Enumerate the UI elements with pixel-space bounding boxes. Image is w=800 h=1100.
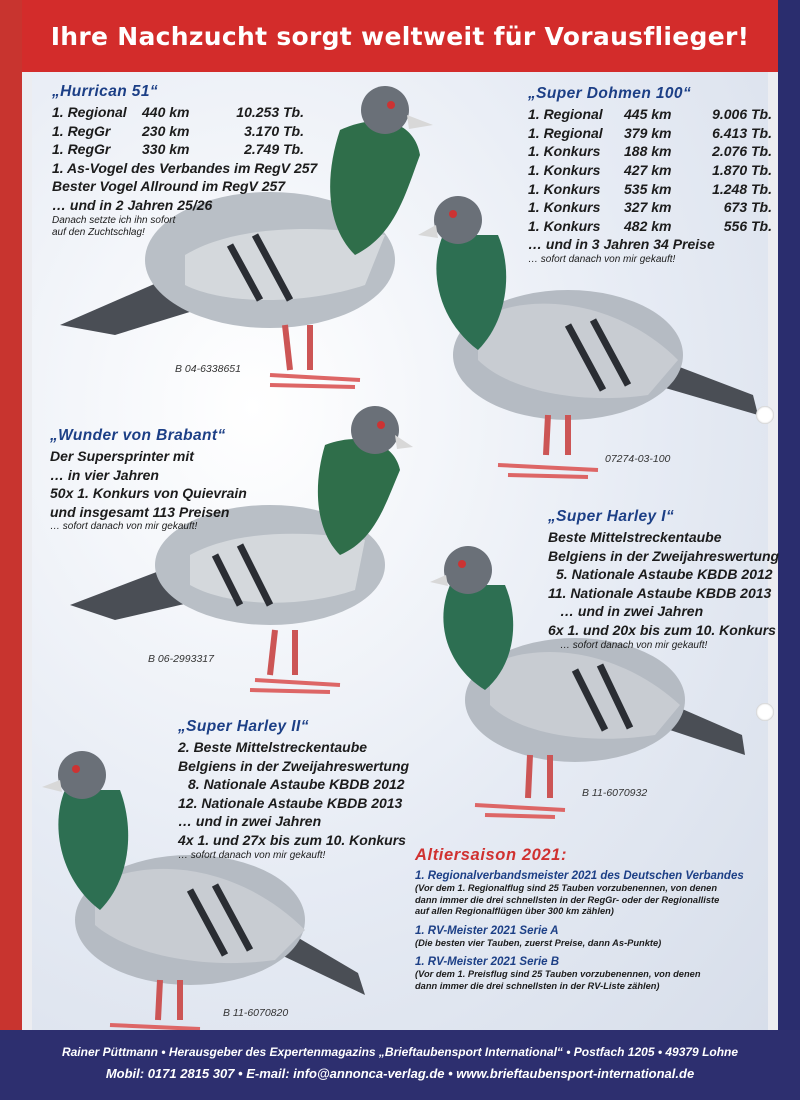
result-rank: 1. Konkurs <box>528 217 601 234</box>
pigeon-line: Beste Mittelstreckentaube <box>548 529 722 545</box>
pigeon-line: und insgesamt 113 Preisen <box>50 503 230 520</box>
pigeon-line: 8. Nationale Astaube KBDB 2012 <box>188 776 405 793</box>
pigeon-block-super-harley-ii <box>178 718 409 862</box>
result-birds: 6.413 Tb. <box>712 124 772 141</box>
season-title: Altiersaison 2021: <box>415 846 568 864</box>
result-rank: 1. Konkurs <box>528 162 601 179</box>
result-row <box>52 140 304 159</box>
pigeon-note: … sofort danach von mir gekauft! <box>560 639 708 651</box>
season-note-line: (Vor dem 1. Regionalflug sind 25 Tauben vorzubenennen, von denen <box>415 883 718 893</box>
result-row <box>52 122 304 141</box>
season-heading: 1. RV-Meister 2021 Serie A <box>415 924 559 937</box>
result-rank: 1. Konkurs <box>528 180 601 197</box>
pigeon-block-super-harley-i <box>548 508 779 652</box>
season-heading: 1. Regionalverbandsmeister 2021 des Deutschen Verbandes <box>415 870 744 882</box>
headline-banner <box>22 0 778 72</box>
result-distance: 379 km <box>624 124 672 141</box>
pigeon-line: 1. As-Vogel des Verbandes im RegV 257 <box>52 159 318 176</box>
pigeon-line: … und in zwei Jahren <box>178 813 322 830</box>
pigeon-note: … sofort danach von mir gekauft! <box>50 521 198 533</box>
pigeon-line: … und in 2 Jahren 25/26 <box>52 196 213 213</box>
result-birds: 2.076 Tb. <box>712 143 772 160</box>
pigeon-note: … sofort danach von mir gekauft! <box>178 849 326 861</box>
pigeon-line: Belgiens in der Zweijahreswertung <box>548 547 780 564</box>
result-row <box>528 198 772 217</box>
pigeon-note: … sofort danach von mir gekauft! <box>528 253 676 265</box>
result-birds: 3.170 Tb. <box>244 122 304 139</box>
season-note-line: auf allen Regionalflügen über 300 km zählen) <box>415 906 614 916</box>
binder-hole <box>756 406 774 424</box>
result-birds: 556 Tb. <box>723 217 772 234</box>
footer-contact-line: Mobil: 0171 2815 307 • E-mail: info@annonca-verlag.de • www.brieftaubensport-international.de <box>105 1066 695 1081</box>
pigeon-line: Der Supersprinter mit <box>50 448 194 464</box>
result-distance: 445 km <box>624 106 672 123</box>
result-distance: 188 km <box>624 143 672 160</box>
footer <box>0 1030 800 1100</box>
result-row <box>528 105 772 124</box>
result-rank: 1. Konkurs <box>528 199 601 216</box>
pigeon-line: 5. Nationale Astaube KBDB 2012 <box>556 566 773 583</box>
pigeon-name: „Wunder von Brabant“ <box>50 427 226 444</box>
result-rank: 1. Regional <box>528 106 603 123</box>
results-table <box>52 103 304 159</box>
result-birds: 673 Tb. <box>723 199 772 216</box>
result-distance: 482 km <box>624 217 672 234</box>
result-rank: 1. Konkurs <box>528 143 601 160</box>
result-distance: 535 km <box>624 180 672 197</box>
pigeon-line: 2. Beste Mittelstreckentaube <box>178 739 368 755</box>
result-rank: 1. RegGr <box>52 141 111 158</box>
season-note-line: dann immer die drei schnellsten in der RV-Liste zählen) <box>415 980 660 991</box>
footer-publisher-line: Rainer Püttmann • Herausgeber des Expertenmagazins „Brieftaubensport International“ • Postfach 1205 • 49379 Lohne <box>61 1045 739 1059</box>
pigeon-line: … in vier Jahren <box>50 466 159 483</box>
pigeon-line: Belgiens in der Zweijahreswertung <box>178 757 410 774</box>
pigeon-name: „Super Harley II“ <box>178 718 309 735</box>
ring-number: B 11-6070932 <box>582 787 648 799</box>
pigeon-line: 4x 1. und 27x bis zum 10. Konkurs <box>178 831 406 848</box>
result-birds: 2.749 Tb. <box>244 141 304 158</box>
result-birds: 1.248 Tb. <box>712 180 772 197</box>
result-row <box>52 103 304 122</box>
pigeon-line: … und in 3 Jahren 34 Preise <box>528 236 715 253</box>
pigeon-line: … und in zwei Jahren <box>560 603 704 620</box>
result-birds: 10.253 Tb. <box>236 104 304 121</box>
ring-number: B 11-6070820 <box>223 1007 289 1019</box>
result-rank: 1. Regional <box>52 104 127 121</box>
pigeon-line: 11. Nationale Astaube KBDB 2013 <box>548 584 772 601</box>
result-rank: 1. RegGr <box>52 122 111 139</box>
season-note-line: (Die besten vier Tauben, zuerst Preise, dann As-Punkte) <box>415 937 662 948</box>
result-birds: 9.006 Tb. <box>712 106 772 123</box>
result-row <box>528 179 772 198</box>
season-notes <box>415 883 775 918</box>
season-notes <box>415 969 775 992</box>
result-row <box>528 217 772 236</box>
results-table <box>528 105 772 235</box>
ring-number: B 06-2993317 <box>148 653 214 665</box>
binder-hole <box>756 703 774 721</box>
pigeon-name: „Super Dohmen 100“ <box>528 85 692 102</box>
season-note-line: dann immer die drei schnellsten in der RegGr- oder der Regionalliste <box>415 894 720 905</box>
season-note-line: (Vor dem 1. Preisflug sind 25 Tauben vorzubenennen, von denen <box>415 969 701 979</box>
result-row <box>528 161 772 180</box>
headline: Ihre Nachzucht sorgt weltweit für Vorausflieger! <box>50 21 750 51</box>
ring-number: B 04-6338651 <box>175 363 241 375</box>
pigeon-block-super-dohmen <box>528 85 772 266</box>
result-row <box>528 142 772 161</box>
result-distance: 230 km <box>142 122 190 139</box>
result-rank: 1. Regional <box>528 124 603 141</box>
season-heading: 1. RV-Meister 2021 Serie B <box>415 956 560 968</box>
result-distance: 440 km <box>142 104 190 121</box>
pigeon-line: 50x 1. Konkurs von Quievrain <box>50 485 247 502</box>
season-notes <box>415 938 775 950</box>
pigeon-note: Danach setzte ich ihn sofort <box>52 214 176 226</box>
result-distance: 327 km <box>624 199 672 216</box>
ring-number: 07274-03-100 <box>605 453 671 465</box>
pigeon-line: 6x 1. und 20x bis zum 10. Konkurs <box>548 621 776 638</box>
result-distance: 330 km <box>142 141 190 158</box>
result-birds: 1.870 Tb. <box>712 162 772 179</box>
pigeon-block-wunder <box>50 427 247 533</box>
pigeon-block-hurrican <box>52 83 317 239</box>
pigeon-line: 12. Nationale Astaube KBDB 2013 <box>178 794 403 811</box>
pigeon-line: Bester Vogel Allround im RegV 257 <box>52 178 286 195</box>
pigeon-note: auf den Zuchtschlag! <box>52 226 145 238</box>
pigeon-name: „Hurrican 51“ <box>52 83 158 100</box>
pigeon-name: „Super Harley I“ <box>548 508 675 525</box>
season-section <box>415 846 775 998</box>
result-row <box>528 124 772 143</box>
result-distance: 427 km <box>624 162 672 179</box>
